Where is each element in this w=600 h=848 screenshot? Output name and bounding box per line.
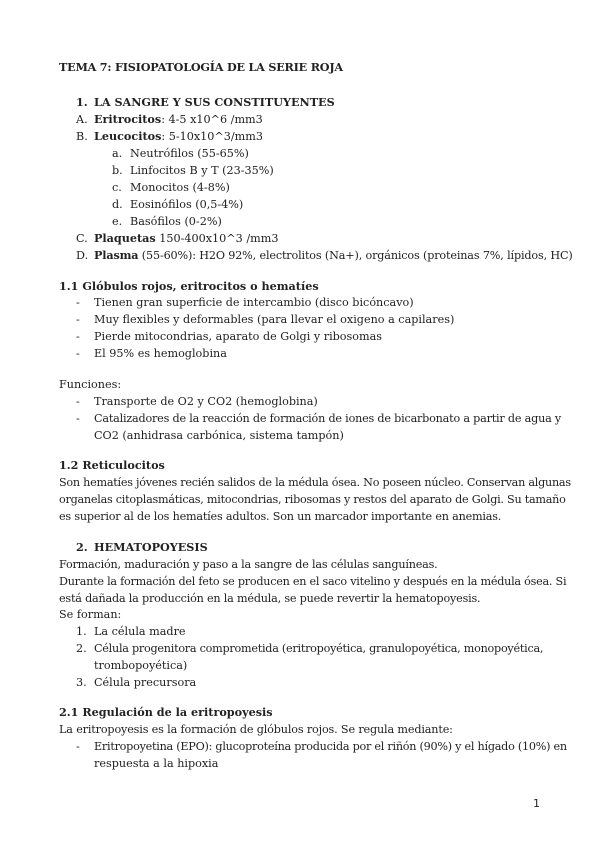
section-1-2-heading: 1.2 Reticulocitos (59, 458, 165, 472)
list-item (94, 111, 263, 128)
sublist-marker: b. (112, 164, 123, 177)
section-2-number: 2. (76, 540, 88, 554)
paragraph-line: Durante la formación del feto se producen en el saco vitelino y después en la médula ósea. Si (59, 575, 567, 588)
item-label: Eritrocitos (94, 112, 162, 126)
bullet-text: Transporte de O2 y CO2 (hemoglobina) (94, 395, 318, 408)
bullet-text: Tienen gran superficie de intercambio (disco bicóncavo) (94, 296, 414, 309)
bullet-text: Catalizadores de la reacción de formación de iones de bicarbonato a partir de agua y (94, 412, 562, 425)
paragraph-line: organelas citoplasmáticas, mitocondrias, ribosomas y restos del aparato de Golgi. Su tamaño (59, 493, 566, 506)
list-item (94, 247, 573, 264)
bullet-dash: - (76, 395, 80, 408)
item-label: Plaquetas (94, 231, 156, 245)
bullet-text: Pierde mitocondrias, aparato de Golgi y ribosomas (94, 330, 383, 343)
list-marker: D. (76, 249, 89, 262)
bullet-text-continued: CO2 (anhidrasa carbónica, sistema tampón) (94, 429, 344, 442)
sublist-item: Monocitos (4-8%) (130, 181, 230, 194)
item-text: : 5-10x10^3/mm3 (161, 130, 263, 143)
bullet-text-continued: respuesta a la hipoxia (94, 757, 219, 770)
item-text: 150-400x10^3 /mm3 (155, 232, 279, 245)
bullet-dash: - (76, 313, 80, 326)
paragraph-line: Son hematíes jóvenes recién salidos de la médula ósea. No poseen núcleo. Conservan algunas (59, 476, 571, 489)
sublist-item: Linfocitos B y T (23-35%) (130, 164, 274, 177)
sublist-marker: a. (112, 147, 123, 160)
step-text: La célula madre (94, 625, 186, 638)
list-item (94, 230, 278, 247)
step-text: Célula precursora (94, 676, 197, 689)
bullet-dash: - (76, 296, 80, 309)
step-text-continued: trombopoyética) (94, 659, 188, 672)
sublist-marker: e. (112, 215, 123, 228)
item-label: Leucocitos (94, 129, 162, 143)
step-marker: 3. (76, 676, 87, 689)
bullet-text: Eritropoyetina (EPO): glucoproteína producida por el riñón (90%) y el hígado (10%) en (94, 740, 567, 753)
document-title: TEMA 7: FISIOPATOLOGÍA DE LA SERIE ROJA (59, 60, 343, 74)
paragraph-line: La eritropoyesis es la formación de glóbulos rojos. Se regula mediante: (59, 723, 453, 736)
bullet-dash: - (76, 347, 80, 360)
item-text: (55-60%): H2O 92%, electrolitos (Na+), orgánicos (proteinas 7%, lípidos, HC) (138, 249, 573, 262)
item-text: : 4-5 x10^6 /mm3 (161, 113, 263, 126)
step-text: Célula progenitora comprometida (eritropoyética, granulopoyética, monopoyética, (94, 642, 544, 655)
sublist-marker: c. (112, 181, 122, 194)
step-marker: 1. (76, 625, 87, 638)
page-number: 1 (533, 797, 540, 810)
step-marker: 2. (76, 642, 87, 655)
section-1-heading: LA SANGRE Y SUS CONSTITUYENTES (94, 95, 335, 109)
list-marker: C. (76, 232, 88, 245)
section-1-1-heading: 1.1 Glóbulos rojos, eritrocitos o hematíes (59, 279, 319, 293)
paragraph-line: Se forman: (59, 608, 122, 621)
list-marker: B. (76, 130, 88, 143)
sublist-marker: d. (112, 198, 123, 211)
sublist-item: Neutrófilos (55-65%) (130, 147, 249, 160)
bullet-dash: - (76, 412, 80, 425)
section-1-number: 1. (76, 95, 88, 109)
bullet-dash: - (76, 740, 80, 753)
list-marker: A. (76, 113, 88, 126)
bullet-text: Muy flexibles y deformables (para llevar el oxigeno a capilares) (94, 313, 455, 326)
paragraph-line: es superior al de los hematíes adultos. Son un marcador importante en anemias. (59, 510, 502, 523)
section-2-heading: HEMATOPOYESIS (94, 540, 208, 554)
sublist-item: Eosinófilos (0,5-4%) (130, 198, 244, 211)
paragraph-line: está dañada la producción en la médula, se puede revertir la hematopoyesis. (59, 592, 481, 605)
paragraph-line: Formación, maduración y paso a la sangre de las células sanguíneas. (59, 558, 438, 571)
bullet-dash: - (76, 330, 80, 343)
funciones-label: Funciones: (59, 378, 122, 391)
list-item (94, 128, 263, 145)
item-label: Plasma (94, 248, 139, 262)
sublist-item: Basófilos (0-2%) (130, 215, 222, 228)
bullet-text: El 95% es hemoglobina (94, 347, 227, 360)
section-2-1-heading: 2.1 Regulación de la eritropoyesis (59, 705, 273, 719)
